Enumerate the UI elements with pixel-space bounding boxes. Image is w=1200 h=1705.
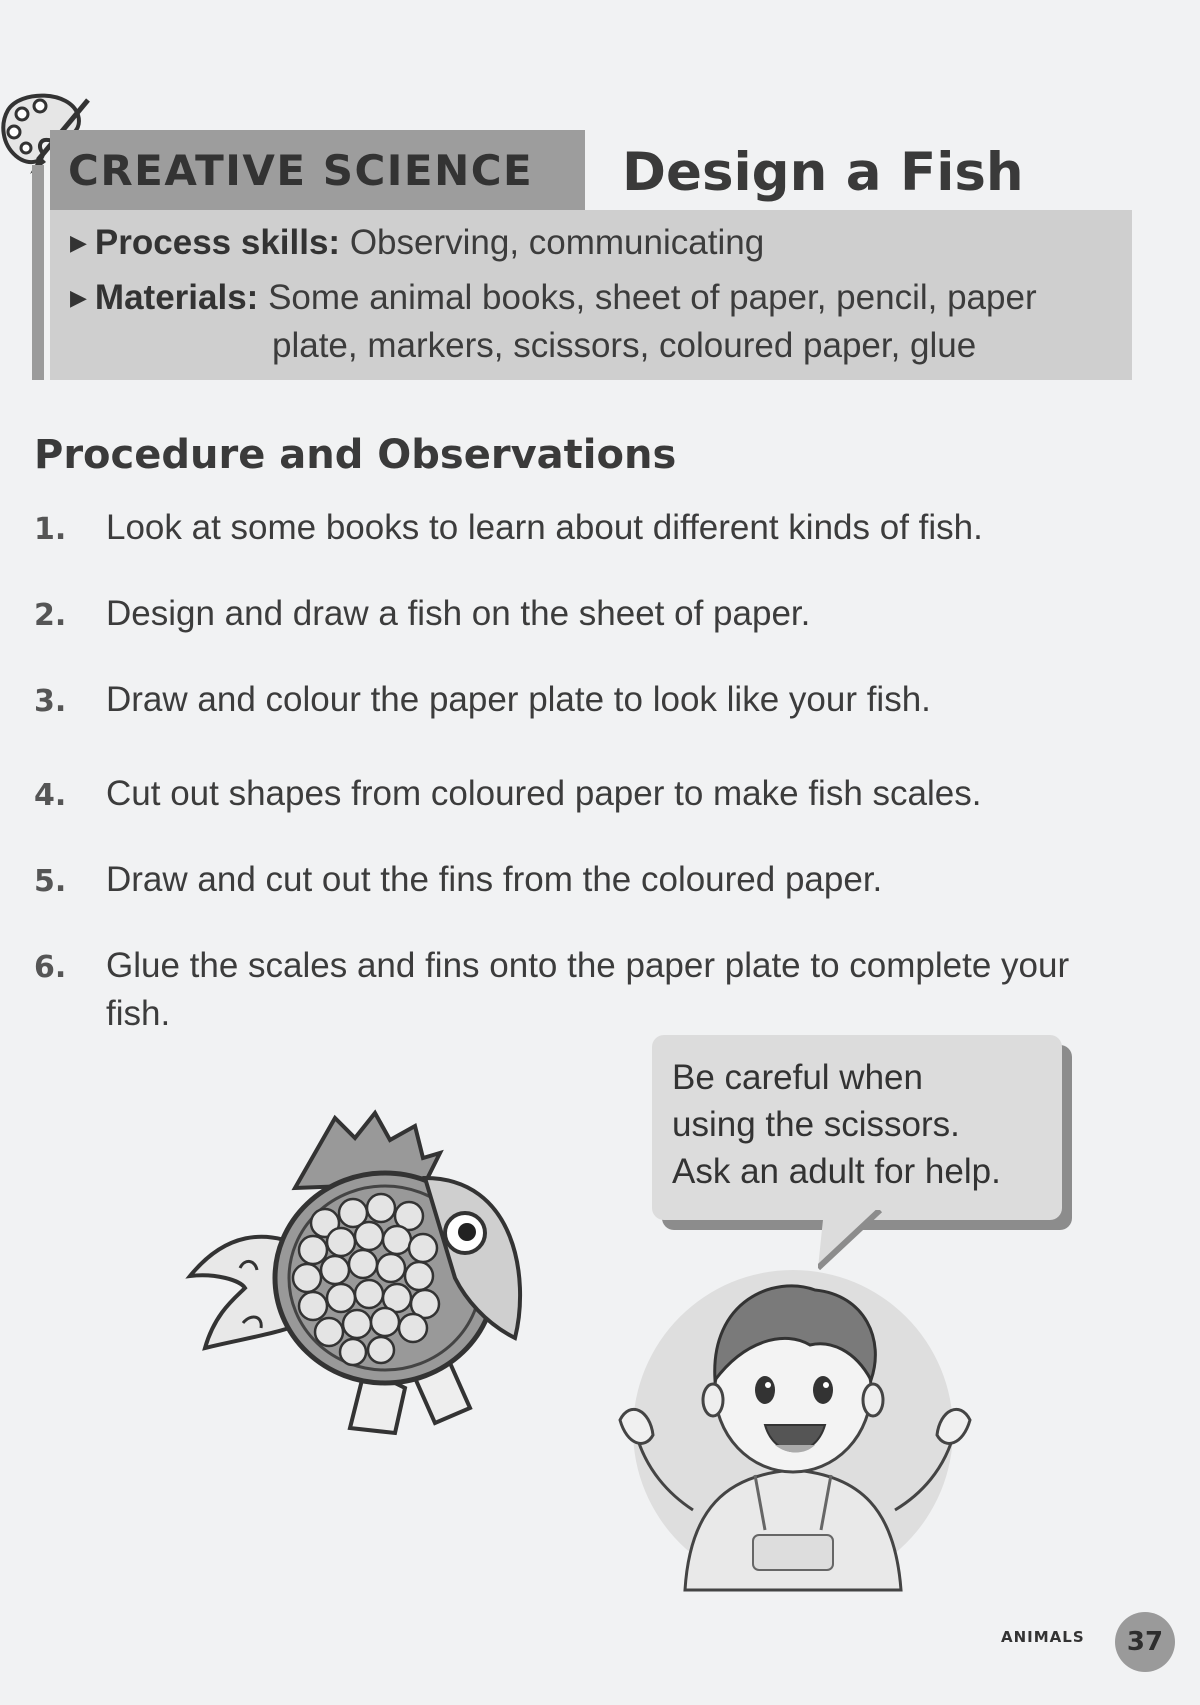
- materials-value-continued: plate, markers, scissors, coloured paper, glue: [272, 326, 977, 365]
- bubble-line: Ask an adult for help.: [672, 1152, 1001, 1191]
- step-text: Glue the scales and fins onto the paper plate to complete your fish.: [106, 946, 1070, 1033]
- step-number: 2.: [34, 598, 67, 633]
- bubble-line: Be careful when: [672, 1058, 923, 1097]
- page-title: Design a Fish: [622, 141, 1024, 203]
- footer-section-label: ANIMALS: [1001, 1628, 1085, 1646]
- step-text: Cut out shapes from coloured paper to make fish scales.: [106, 774, 982, 813]
- step-text: Design and draw a fish on the sheet of paper.: [106, 594, 811, 633]
- page-number: 37: [1115, 1612, 1175, 1672]
- speech-bubble-text: [672, 1054, 1052, 1195]
- bubble-line: using the scissors.: [672, 1105, 960, 1144]
- process-skills-value: Observing, communicating: [349, 223, 765, 262]
- step-number: 4.: [34, 778, 67, 813]
- materials-line: [70, 278, 1037, 318]
- process-skills-line: [70, 223, 764, 263]
- fish-illustration: [185, 1108, 585, 1453]
- materials-label: Materials:: [94, 278, 259, 317]
- section-tag: CREATIVE SCIENCE: [50, 130, 585, 210]
- header-accent-bar: [32, 165, 44, 380]
- step-text: Draw and cut out the fins from the coloured paper.: [106, 860, 883, 899]
- procedure-heading: Procedure and Observations: [34, 432, 677, 478]
- step-text: Look at some books to learn about different kinds of fish.: [106, 508, 983, 547]
- boy-illustration: [615, 1260, 975, 1600]
- materials-value: Some animal books, sheet of paper, pencil, paper: [268, 278, 1037, 317]
- step-number: 3.: [34, 684, 67, 719]
- step-text: Draw and colour the paper plate to look like your fish.: [106, 680, 931, 719]
- step-number: 1.: [34, 512, 67, 547]
- step-number: 6.: [34, 950, 67, 985]
- process-skills-label: Process skills:: [94, 223, 341, 262]
- arrow-bullet-icon: ▶: [70, 230, 87, 255]
- step-number: 5.: [34, 864, 67, 899]
- arrow-bullet-icon: ▶: [70, 285, 87, 310]
